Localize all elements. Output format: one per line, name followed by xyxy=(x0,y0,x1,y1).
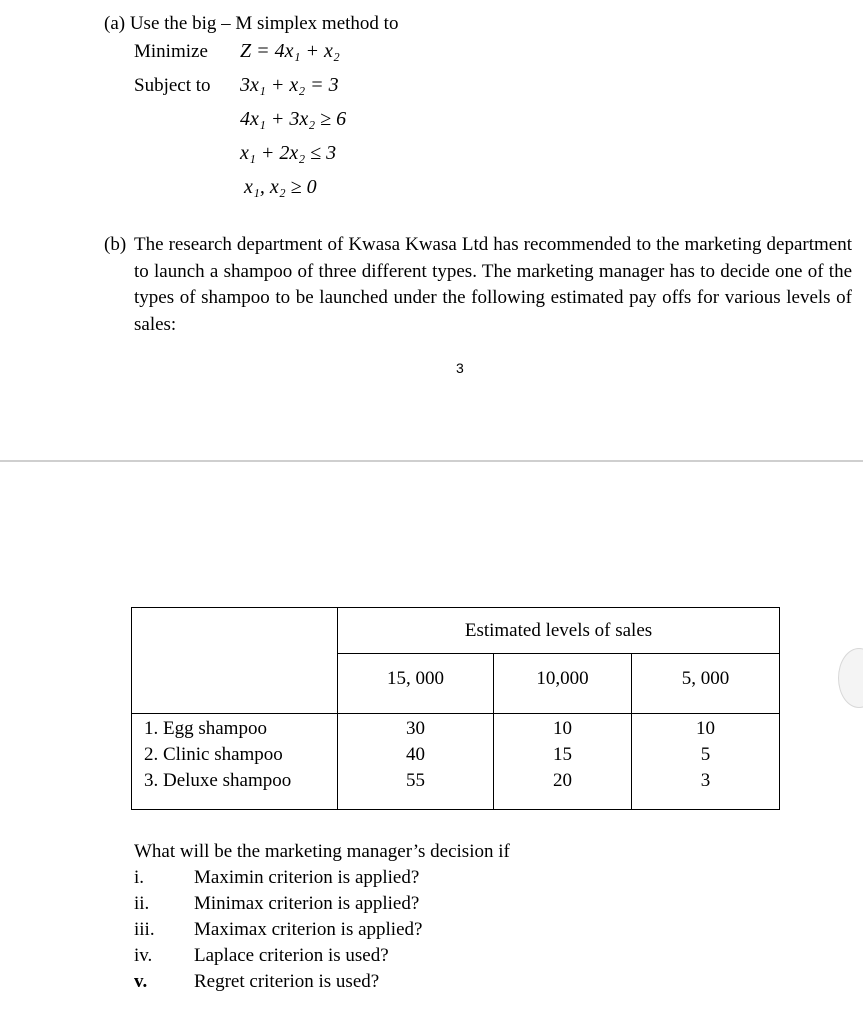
payoff-table xyxy=(131,607,780,810)
part-b-label: (b) xyxy=(104,234,127,255)
question-number: ii. xyxy=(134,893,150,914)
sales-levels-header: Estimated levels of sales xyxy=(338,608,780,654)
subject-to-label: Subject to xyxy=(134,75,211,96)
objective-function: Z = 4x₁ + x₂ xyxy=(240,40,340,62)
question-text: Minimax criterion is applied? xyxy=(194,893,420,914)
column-header-15000: 15, 000 xyxy=(338,654,494,714)
column-header-10000: 10,000 xyxy=(494,654,632,714)
part-b-paragraph xyxy=(104,232,852,338)
payoff-cell: 10 xyxy=(553,718,572,739)
question-text: Maximax criterion is applied? xyxy=(194,919,423,940)
table-corner-cell xyxy=(132,608,338,714)
part-a-heading: (a) Use the big – M simplex method to xyxy=(104,13,399,34)
column-header-5000: 5, 000 xyxy=(632,654,780,714)
page-number: 3 xyxy=(456,360,464,376)
part-b-text: The research department of Kwasa Kwasa Ltd has recommended to the marketing department to launch a shampoo of three different types. The marketing manager has to decide one of the types of shampoo to be launched under the following estimated pay offs for various levels of sales: xyxy=(134,234,852,335)
question-number: iii. xyxy=(134,919,155,940)
payoff-cell: 20 xyxy=(553,770,572,791)
shampoo-options xyxy=(132,714,338,810)
question-text: Regret criterion is used? xyxy=(194,971,380,992)
question-intro: What will be the marketing manager’s decision if xyxy=(134,841,510,862)
nonnegativity-constraint: x₁, x₂ ≥ 0 xyxy=(244,176,317,198)
question-number: v. xyxy=(134,971,148,992)
question-number: iv. xyxy=(134,945,153,966)
payoff-cell: 15 xyxy=(553,744,572,765)
payoff-cell: 3 xyxy=(700,770,711,791)
page-divider xyxy=(0,460,863,462)
page-edge-handle[interactable] xyxy=(838,648,863,708)
payoff-column-15000 xyxy=(338,714,494,810)
constraint-3: x₁ + 2x₂ ≤ 3 xyxy=(240,142,337,164)
question-number: i. xyxy=(134,867,145,888)
option-clinic-shampoo: 2. Clinic shampoo xyxy=(144,744,283,765)
question-text: Maximin criterion is applied? xyxy=(194,867,420,888)
constraint-2: 4x₁ + 3x₂ ≥ 6 xyxy=(240,108,347,130)
payoff-cell: 30 xyxy=(406,718,425,739)
option-deluxe-shampoo: 3. Deluxe shampoo xyxy=(144,770,292,791)
payoff-cell: 10 xyxy=(696,718,715,739)
payoff-cell: 40 xyxy=(406,744,425,765)
question-text: Laplace criterion is used? xyxy=(194,945,389,966)
payoff-column-5000 xyxy=(632,714,780,810)
payoff-cell: 55 xyxy=(406,770,425,791)
constraint-1: 3x₁ + x₂ = 3 xyxy=(240,74,339,96)
minimize-label: Minimize xyxy=(134,41,208,62)
payoff-cell: 5 xyxy=(700,744,711,765)
payoff-column-10000 xyxy=(494,714,632,810)
option-egg-shampoo: 1. Egg shampoo xyxy=(144,718,267,739)
